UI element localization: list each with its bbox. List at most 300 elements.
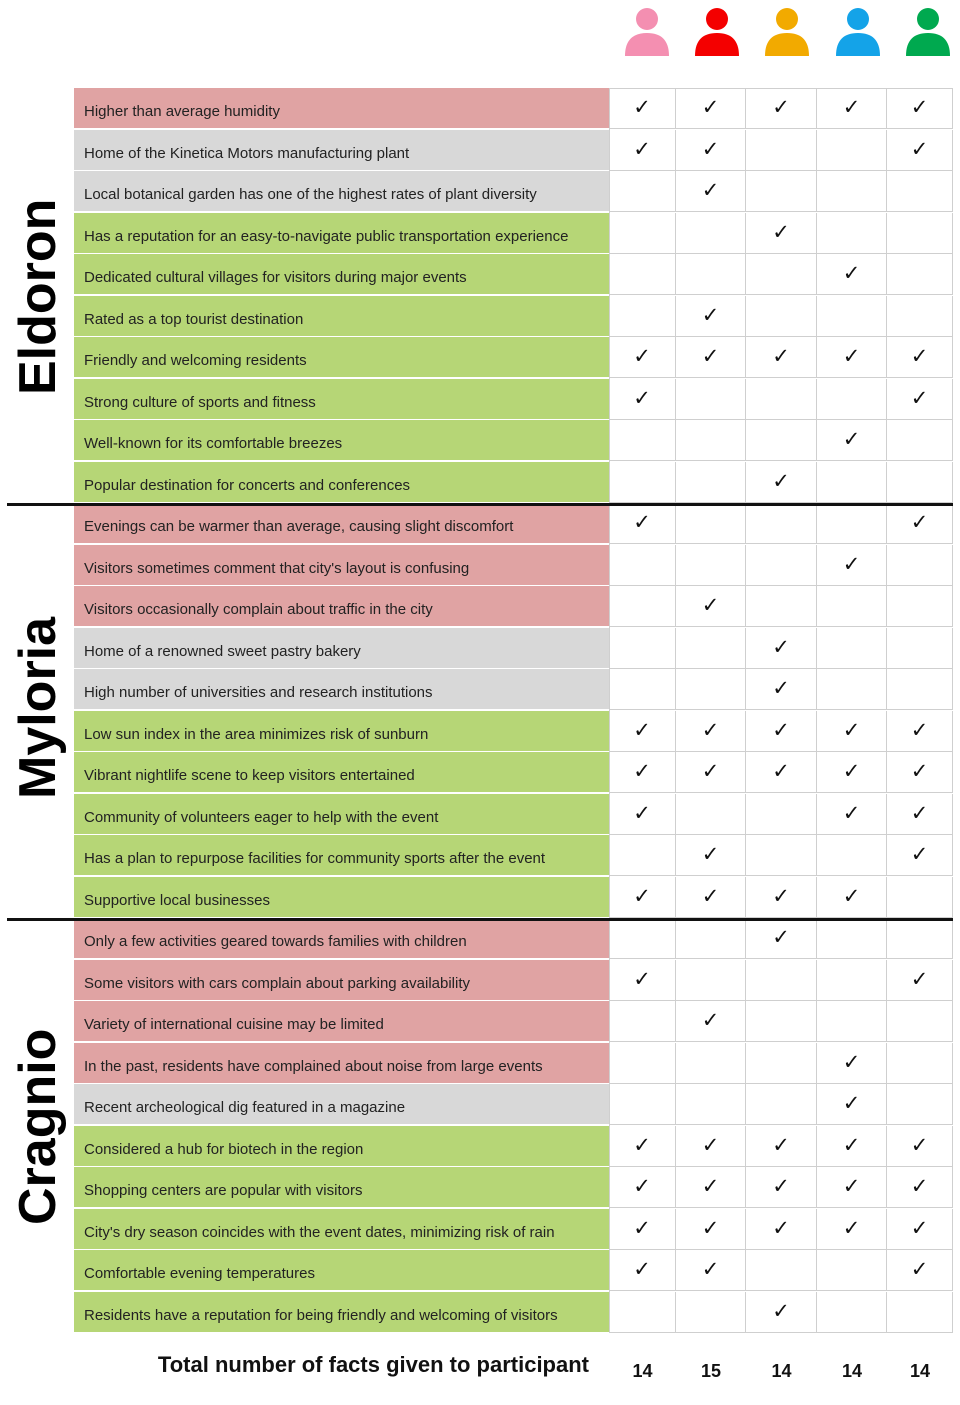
table-row [74,918,954,959]
cell-participant-2 [676,130,746,171]
table-row [74,1001,954,1042]
cell-participant-3 [746,254,817,295]
cell-participant-1 [609,1001,676,1042]
cell-participant-3 [746,1084,817,1125]
check-mark-icon: ✓ [772,345,790,368]
check-mark-icon: ✓ [772,1216,790,1240]
table-row [74,628,954,669]
fact-label: High number of universities and research institutions [74,669,609,709]
check-mark-icon: ✓ [633,760,651,783]
cell-participant-1 [609,835,676,876]
fact-label: Vibrant nightlife scene to keep visitors entertained [74,752,609,792]
check-mark-icon: ✓ [633,345,651,368]
table-row [74,835,954,876]
cell-participant-5 [887,88,953,129]
cell-participant-3 [746,1043,817,1084]
cell-participant-5 [887,545,953,586]
totals-label: Total number of facts given to participant [157,1352,589,1377]
check-mark-icon: ✓ [701,179,720,202]
check-mark-icon: ✓ [842,884,861,908]
cell-participant-2 [676,1167,746,1208]
table-row [74,130,954,171]
cell-participant-1 [609,752,676,793]
cell-participant-5 [887,1126,953,1167]
fact-label: Visitors sometimes comment that city's layout is confusing [74,545,609,585]
cell-participant-2 [676,420,746,461]
cell-participant-4 [817,1001,887,1042]
cell-participant-4 [817,420,887,461]
cell-participant-1 [609,628,676,669]
check-mark-icon: ✓ [842,428,861,451]
check-mark-icon: ✓ [701,718,720,742]
fact-label: Residents have a reputation for being friendly and welcoming of visitors [74,1292,609,1332]
person-icon [689,6,745,62]
table-row [74,1043,954,1084]
fact-label: Dedicated cultural villages for visitors during major events [74,254,609,294]
participant-avatars [608,6,958,66]
fact-label: Low sun index in the area minimizes risk of sunburn [74,711,609,751]
cell-participant-4 [817,586,887,627]
cell-participant-3 [746,296,817,337]
table-row [74,213,954,254]
check-mark-icon: ✓ [842,718,861,742]
cell-participant-2 [676,1292,746,1333]
check-mark-icon: ✓ [701,137,720,161]
cell-participant-5 [887,379,953,420]
cell-participant-4 [817,88,887,129]
table-row [74,379,954,420]
grid-left-line [609,88,610,1333]
check-mark-icon: ✓ [842,760,861,783]
check-mark-icon: ✓ [701,1009,720,1032]
cell-participant-1 [609,130,676,171]
city-name: Cragnio [9,1028,67,1226]
cell-participant-4 [817,835,887,876]
cell-participant-3 [746,794,817,835]
check-mark-icon: ✓ [842,1133,861,1157]
table-row [74,752,954,793]
person-icon [759,6,815,62]
cell-participant-1 [609,213,676,254]
cell-participant-2 [676,794,746,835]
cell-participant-1 [609,669,676,710]
fact-label: Considered a hub for biotech in the region [74,1126,609,1166]
cell-participant-5 [887,877,953,918]
cell-participant-4 [817,1250,887,1291]
check-mark-icon: ✓ [633,1175,651,1198]
check-mark-icon: ✓ [633,386,651,410]
cell-participant-3 [746,462,817,503]
cell-participant-4 [817,960,887,1001]
check-mark-icon: ✓ [701,1258,720,1281]
cell-participant-3 [746,835,817,876]
person-icon [900,6,956,62]
cell-participant-5 [887,752,953,793]
check-mark-icon: ✓ [842,96,861,119]
cell-participant-1 [609,462,676,503]
check-mark-icon: ✓ [701,345,720,368]
cell-participant-2 [676,1250,746,1291]
cell-participant-5 [887,1209,953,1250]
cell-participant-3 [746,1126,817,1167]
participant-avatar-3 [759,6,815,62]
total-participant-2: 15 [700,1361,722,1381]
fact-label: Only a few activities geared towards families with children [74,918,609,958]
city-name: Myloria [9,616,67,800]
check-mark-icon: ✓ [842,801,861,825]
cell-participant-2 [676,669,746,710]
cell-participant-3 [746,337,817,378]
cell-participant-4 [817,296,887,337]
cell-participant-1 [609,1167,676,1208]
cell-participant-5 [887,420,953,461]
check-mark-icon: ✓ [701,96,720,119]
check-mark-icon: ✓ [772,220,790,244]
cell-participant-3 [746,88,817,129]
check-mark-icon: ✓ [910,1216,929,1240]
check-mark-icon: ✓ [910,801,929,825]
cell-participant-4 [817,669,887,710]
city-divider [7,503,953,506]
table-row [74,960,954,1001]
fact-label: Local botanical garden has one of the highest rates of plant diversity [74,171,609,211]
cell-participant-1 [609,503,676,544]
check-mark-icon: ✓ [772,718,790,742]
cell-participant-2 [676,503,746,544]
cell-participant-3 [746,918,817,959]
fact-label: Visitors occasionally complain about traffic in the city [74,586,609,626]
cell-participant-4 [817,1209,887,1250]
cell-participant-2 [676,586,746,627]
check-mark-icon: ✓ [772,1175,790,1198]
check-mark-icon: ✓ [842,552,861,576]
cell-participant-3 [746,1292,817,1333]
check-mark-icon: ✓ [701,1216,720,1240]
check-mark-icon: ✓ [701,1133,720,1157]
check-mark-icon: ✓ [633,137,651,161]
cell-participant-3 [746,1209,817,1250]
check-mark-icon: ✓ [842,1216,861,1240]
check-mark-icon: ✓ [633,511,651,534]
cell-participant-4 [817,254,887,295]
cell-participant-3 [746,960,817,1001]
cell-participant-5 [887,1043,953,1084]
cell-participant-3 [746,545,817,586]
cell-participant-4 [817,545,887,586]
check-mark-icon: ✓ [772,884,790,908]
cell-participant-5 [887,213,953,254]
check-mark-icon: ✓ [842,1175,861,1198]
cell-participant-2 [676,1043,746,1084]
check-mark-icon: ✓ [910,1133,929,1157]
cell-participant-2 [676,628,746,669]
check-mark-icon: ✓ [910,511,929,534]
cell-participant-2 [676,213,746,254]
cell-participant-5 [887,130,953,171]
cell-participant-5 [887,1167,953,1208]
table-row [74,669,954,710]
cell-participant-2 [676,254,746,295]
cell-participant-1 [609,918,676,959]
cell-participant-5 [887,462,953,503]
table-row [74,420,954,461]
cell-participant-4 [817,794,887,835]
cell-participant-5 [887,669,953,710]
fact-label: Community of volunteers eager to help with the event [74,794,609,834]
check-mark-icon: ✓ [910,718,929,742]
table-row [74,1126,954,1167]
table-row [74,337,954,378]
fact-label: In the past, residents have complained about noise from large events [74,1043,609,1083]
total-participant-4: 14 [841,1361,863,1381]
cell-participant-5 [887,960,953,1001]
cell-participant-1 [609,88,676,129]
table-row [74,1250,954,1291]
fact-label: Has a plan to repurpose facilities for community sports after the event [74,835,609,875]
cell-participant-4 [817,918,887,959]
cell-participant-3 [746,1001,817,1042]
cell-participant-2 [676,545,746,586]
check-mark-icon: ✓ [633,1258,651,1281]
fact-label: Comfortable evening temperatures [74,1250,609,1290]
check-mark-icon: ✓ [772,760,790,783]
cell-participant-2 [676,918,746,959]
cell-participant-1 [609,420,676,461]
cell-participant-5 [887,254,953,295]
cell-participant-1 [609,877,676,918]
cell-participant-5 [887,794,953,835]
city-name: Eldoron [9,198,67,396]
table-row [74,1167,954,1208]
cell-participant-4 [817,503,887,544]
fact-label: Strong culture of sports and fitness [74,379,609,419]
table-row [74,1084,954,1125]
fact-label: City's dry season coincides with the event dates, minimizing risk of rain [74,1209,609,1249]
cell-participant-5 [887,1001,953,1042]
cell-participant-5 [887,586,953,627]
cell-participant-1 [609,794,676,835]
check-mark-icon: ✓ [701,594,720,617]
cell-participant-2 [676,171,746,212]
cell-participant-1 [609,545,676,586]
cell-participant-2 [676,835,746,876]
table-row [74,711,954,752]
cell-participant-4 [817,711,887,752]
fact-label: Recent archeological dig featured in a magazine [74,1084,609,1124]
cell-participant-3 [746,877,817,918]
check-mark-icon: ✓ [633,801,651,825]
check-mark-icon: ✓ [633,96,651,119]
table-row [74,88,954,129]
check-mark-icon: ✓ [772,677,790,700]
check-mark-icon: ✓ [842,345,861,368]
table-row [74,545,954,586]
table-row [74,1209,954,1250]
total-participant-5: 14 [909,1361,931,1381]
person-icon [830,6,886,62]
cell-participant-4 [817,1167,887,1208]
cell-participant-5 [887,296,953,337]
cell-participant-3 [746,420,817,461]
cell-participant-1 [609,171,676,212]
table-row [74,503,954,544]
check-mark-icon: ✓ [910,967,929,991]
cell-participant-2 [676,462,746,503]
cell-participant-5 [887,1250,953,1291]
cell-participant-2 [676,337,746,378]
cell-participant-4 [817,130,887,171]
table-row [74,171,954,212]
check-mark-icon: ✓ [772,1299,790,1323]
fact-label: Has a reputation for an easy-to-navigate public transportation experience [74,213,609,253]
table-row [74,254,954,295]
cell-participant-5 [887,503,953,544]
check-mark-icon: ✓ [772,635,790,659]
cell-participant-4 [817,1126,887,1167]
cell-participant-3 [746,752,817,793]
cell-participant-1 [609,1043,676,1084]
city-divider [7,918,953,921]
cell-participant-3 [746,379,817,420]
check-mark-icon: ✓ [772,1133,790,1157]
check-mark-icon: ✓ [701,303,720,327]
cell-participant-2 [676,1126,746,1167]
cell-participant-4 [817,213,887,254]
cell-participant-5 [887,171,953,212]
cell-participant-1 [609,960,676,1001]
table-row [74,877,954,918]
check-mark-icon: ✓ [910,760,929,783]
cell-participant-1 [609,254,676,295]
fact-label: Friendly and welcoming residents [74,337,609,377]
fact-label: Shopping centers are popular with visitors [74,1167,609,1207]
check-mark-icon: ✓ [910,96,929,119]
fact-label: Well-known for its comfortable breezes [74,420,609,460]
cell-participant-3 [746,213,817,254]
person-icon [619,6,675,62]
check-mark-icon: ✓ [910,1175,929,1198]
cell-participant-2 [676,711,746,752]
cell-participant-2 [676,960,746,1001]
cell-participant-5 [887,1292,953,1333]
check-mark-icon: ✓ [701,760,720,783]
cell-participant-3 [746,711,817,752]
cell-participant-1 [609,379,676,420]
cell-participant-4 [817,752,887,793]
cell-participant-1 [609,586,676,627]
fact-label: Higher than average humidity [74,88,609,128]
cell-participant-3 [746,503,817,544]
cell-participant-4 [817,628,887,669]
cell-participant-4 [817,877,887,918]
check-mark-icon: ✓ [910,843,929,866]
participant-avatar-2 [689,6,745,62]
check-mark-icon: ✓ [633,718,651,742]
cell-participant-1 [609,1292,676,1333]
cell-participant-3 [746,1250,817,1291]
check-mark-icon: ✓ [633,1216,651,1240]
check-mark-icon: ✓ [701,843,720,866]
fact-label: Variety of international cuisine may be limited [74,1001,609,1041]
cell-participant-5 [887,835,953,876]
check-mark-icon: ✓ [842,1050,861,1074]
cell-participant-5 [887,337,953,378]
cell-participant-2 [676,1001,746,1042]
table-row [74,586,954,627]
fact-label: Home of a renowned sweet pastry bakery [74,628,609,668]
cell-participant-1 [609,337,676,378]
cell-participant-4 [817,1292,887,1333]
check-mark-icon: ✓ [633,884,651,908]
total-participant-1: 14 [632,1361,653,1381]
fact-label: Evenings can be warmer than average, causing slight discomfort [74,503,609,543]
check-mark-icon: ✓ [772,926,790,949]
table-row [74,296,954,337]
check-mark-icon: ✓ [701,1175,720,1198]
cell-participant-5 [887,711,953,752]
cell-participant-3 [746,669,817,710]
cell-participant-2 [676,1084,746,1125]
participant-avatar-4 [830,6,886,62]
cell-participant-3 [746,130,817,171]
check-mark-icon: ✓ [910,345,929,368]
fact-label: Supportive local businesses [74,877,609,917]
cell-participant-1 [609,296,676,337]
cell-participant-2 [676,296,746,337]
cell-participant-4 [817,171,887,212]
participant-avatar-5 [900,6,956,62]
cell-participant-1 [609,1250,676,1291]
table-row [74,462,954,503]
table-row [74,1292,954,1333]
cell-participant-4 [817,1043,887,1084]
cell-participant-1 [609,1209,676,1250]
fact-label: Home of the Kinetica Motors manufacturing plant [74,130,609,170]
cell-participant-4 [817,379,887,420]
cell-participant-1 [609,1126,676,1167]
grid-top-line [609,88,953,89]
check-mark-icon: ✓ [701,884,720,908]
fact-label: Rated as a top tourist destination [74,296,609,336]
cell-participant-4 [817,462,887,503]
cell-participant-5 [887,1084,953,1125]
cell-participant-1 [609,1084,676,1125]
cell-participant-2 [676,752,746,793]
fact-label: Popular destination for concerts and conferences [74,462,609,502]
cell-participant-4 [817,1084,887,1125]
cell-participant-3 [746,1167,817,1208]
check-mark-icon: ✓ [633,967,651,991]
cell-participant-3 [746,171,817,212]
cell-participant-4 [817,337,887,378]
cell-participant-5 [887,628,953,669]
cell-participant-2 [676,379,746,420]
cell-participant-1 [609,711,676,752]
total-participant-3: 14 [771,1361,792,1381]
check-mark-icon: ✓ [910,1258,929,1281]
check-mark-icon: ✓ [842,1092,861,1115]
cell-participant-2 [676,877,746,918]
table-row [74,794,954,835]
check-mark-icon: ✓ [910,137,929,161]
check-mark-icon: ✓ [772,469,790,493]
cell-participant-3 [746,586,817,627]
cell-participant-2 [676,88,746,129]
check-mark-icon: ✓ [910,386,929,410]
check-mark-icon: ✓ [772,96,790,119]
fact-label: Some visitors with cars complain about parking availability [74,960,609,1000]
cell-participant-3 [746,628,817,669]
